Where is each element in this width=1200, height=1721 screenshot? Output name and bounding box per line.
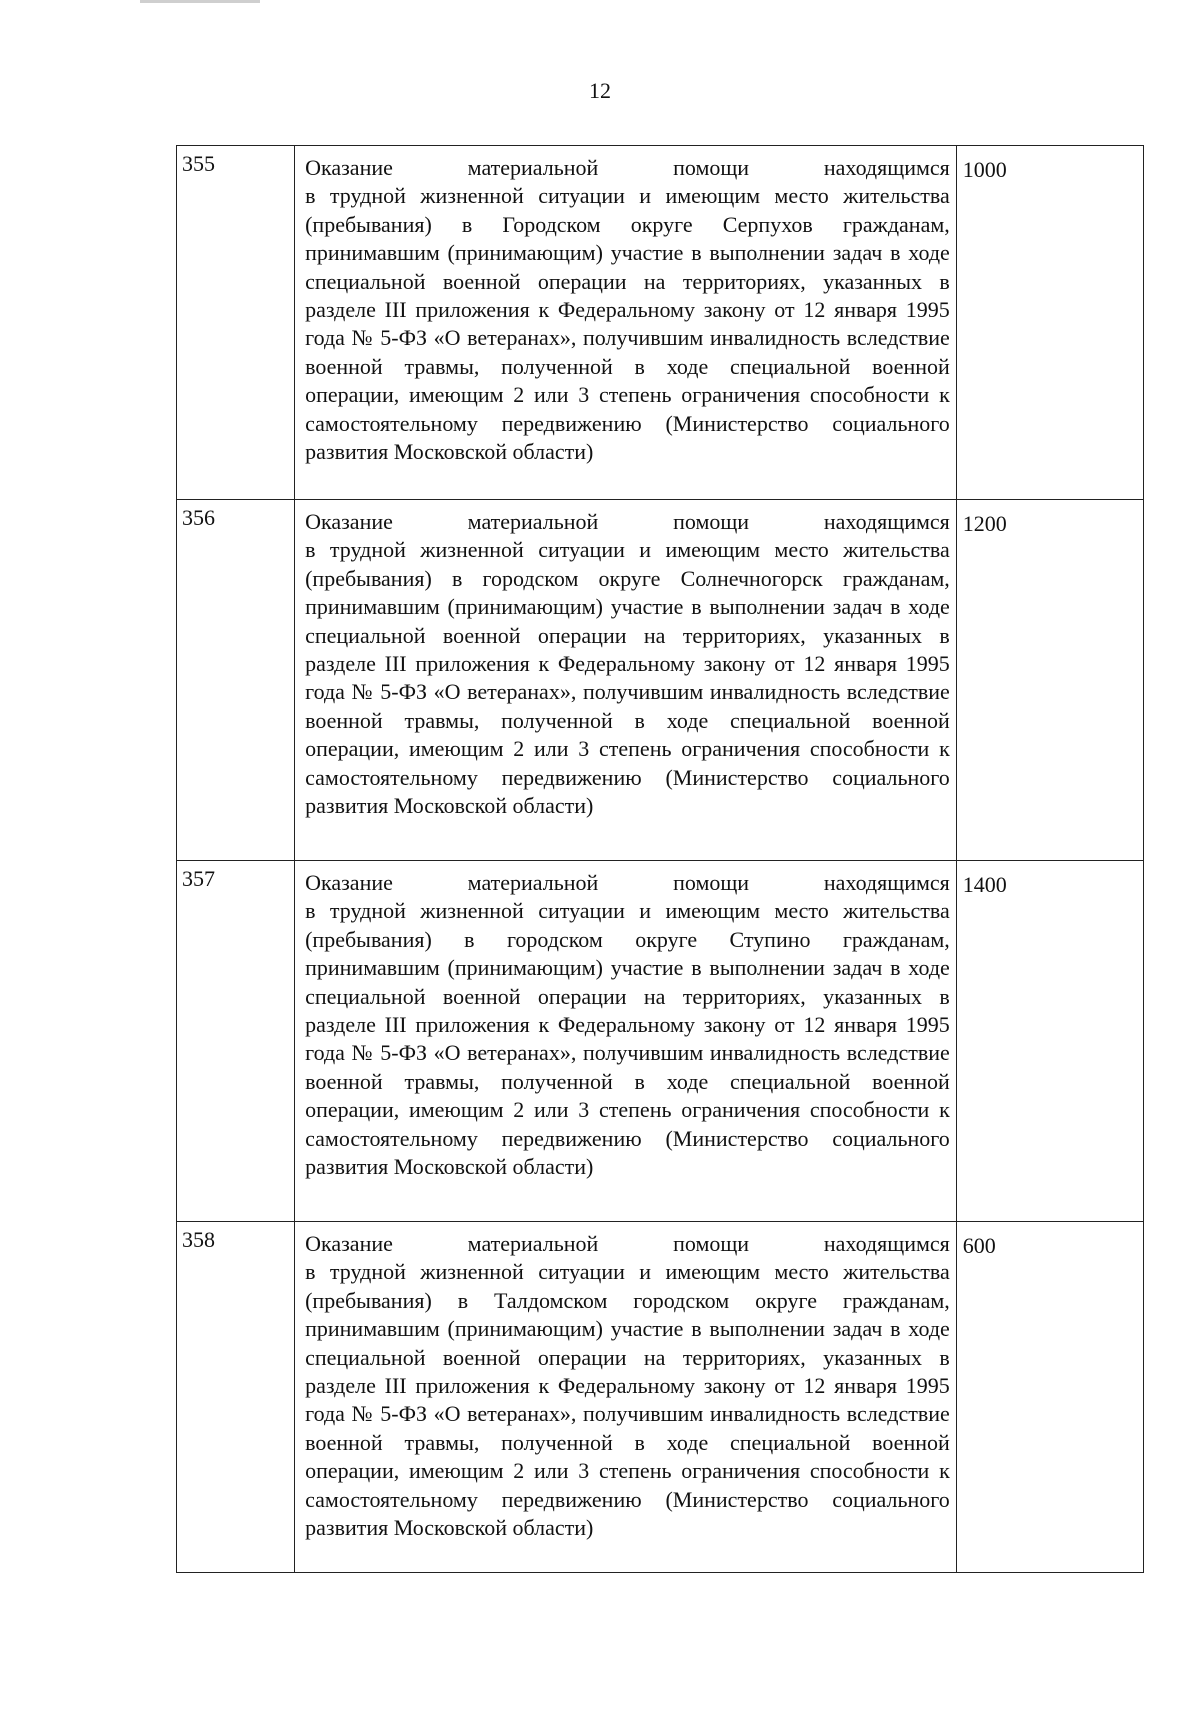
row-number-cell (177, 500, 295, 861)
page-number: 12 (589, 78, 611, 103)
row-amount-cell (956, 861, 1143, 1222)
row-description (295, 500, 956, 820)
row-number-cell (177, 146, 295, 500)
table-row (177, 500, 1144, 861)
row-description-first-line: Оказание материальной помощи находящимся (305, 155, 950, 180)
row-description (295, 861, 956, 1181)
row-number: 358 (182, 1227, 215, 1252)
row-description-text: в трудной жизненной ситуации и имеющим место жительства (пребывания) в Талдомском городском округе гражданам, принимавшим (принимающим) участие в выполнении задач в ходе специальной военной операции на территориях, указанных в разделе III приложения к Федеральному закону от 12 января 1995 года № 5-ФЗ «О ветеранах», получившим инвалидность вследствие военной травмы, полученной в ходе специальной военной операции, имеющим 2 или 3 степень ограничения способности к самостоятельному передвижению (Министерство социального развития Московской области) (305, 1259, 950, 1541)
row-description-cell (295, 146, 957, 500)
table-row (177, 1222, 1144, 1573)
row-description-first-line: Оказание материальной помощи находящимся (305, 870, 950, 895)
row-description-text: в трудной жизненной ситуации и имеющим место жительства (пребывания) в Городском округе Серпухов гражданам, принимавшим (принимающим) участие в выполнении задач в ходе специальной военной операции на территориях, указанных в разделе III приложения к Федеральному закону от 12 января 1995 года № 5-ФЗ «О ветеранах», получившим инвалидность вследствие военной травмы, полученной в ходе специальной военной операции, имеющим 2 или 3 степень ограничения способности к самостоятельному передвижению (Министерство социального развития Московской области) (305, 183, 950, 465)
row-amount: 1000 (962, 157, 1007, 182)
row-amount-cell (956, 500, 1143, 861)
scan-artifact (140, 0, 260, 3)
row-description-cell (295, 1222, 957, 1573)
table-row (177, 861, 1144, 1222)
row-description-text: в трудной жизненной ситуации и имеющим место жительства (пребывания) в городском округе Ступино гражданам, принимавшим (принимающим) участие в выполнении задач в ходе специальной военной операции на территориях, указанных в разделе III приложения к Федеральному закону от 12 января 1995 года № 5-ФЗ «О ветеранах», получившим инвалидность вследствие военной травмы, полученной в ходе специальной военной операции, имеющим 2 или 3 степень ограничения способности к самостоятельному передвижению (Министерство социального развития Московской области) (305, 898, 950, 1180)
row-description-first-line: Оказание материальной помощи находящимся (305, 1231, 950, 1256)
row-number: 357 (182, 866, 215, 891)
row-number: 355 (182, 151, 215, 176)
row-description-cell (295, 500, 957, 861)
row-amount: 1400 (962, 872, 1007, 897)
row-amount-cell (956, 1222, 1143, 1573)
row-number-cell (177, 861, 295, 1222)
row-amount: 600 (962, 1233, 996, 1258)
row-description-text: в трудной жизненной ситуации и имеющим место жительства (пребывания) в городском округе Солнечногорск гражданам, принимавшим (принимающим) участие в выполнении задач в ходе специальной военной операции на территориях, указанных в разделе III приложения к Федеральному закону от 12 января 1995 года № 5-ФЗ «О ветеранах», получившим инвалидность вследствие военной травмы, полученной в ходе специальной военной операции, имеющим 2 или 3 степень ограничения способности к самостоятельному передвижению (Министерство социального развития Московской области) (305, 537, 950, 819)
table-row (177, 146, 1144, 500)
row-description (295, 1222, 956, 1542)
row-number: 356 (182, 505, 215, 530)
row-description-first-line: Оказание материальной помощи находящимся (305, 509, 950, 534)
allocation-table (176, 145, 1144, 1573)
row-amount: 1200 (962, 511, 1007, 536)
row-amount-cell (956, 146, 1143, 500)
row-description-cell (295, 861, 957, 1222)
row-description (295, 146, 956, 466)
row-number-cell (177, 1222, 295, 1573)
